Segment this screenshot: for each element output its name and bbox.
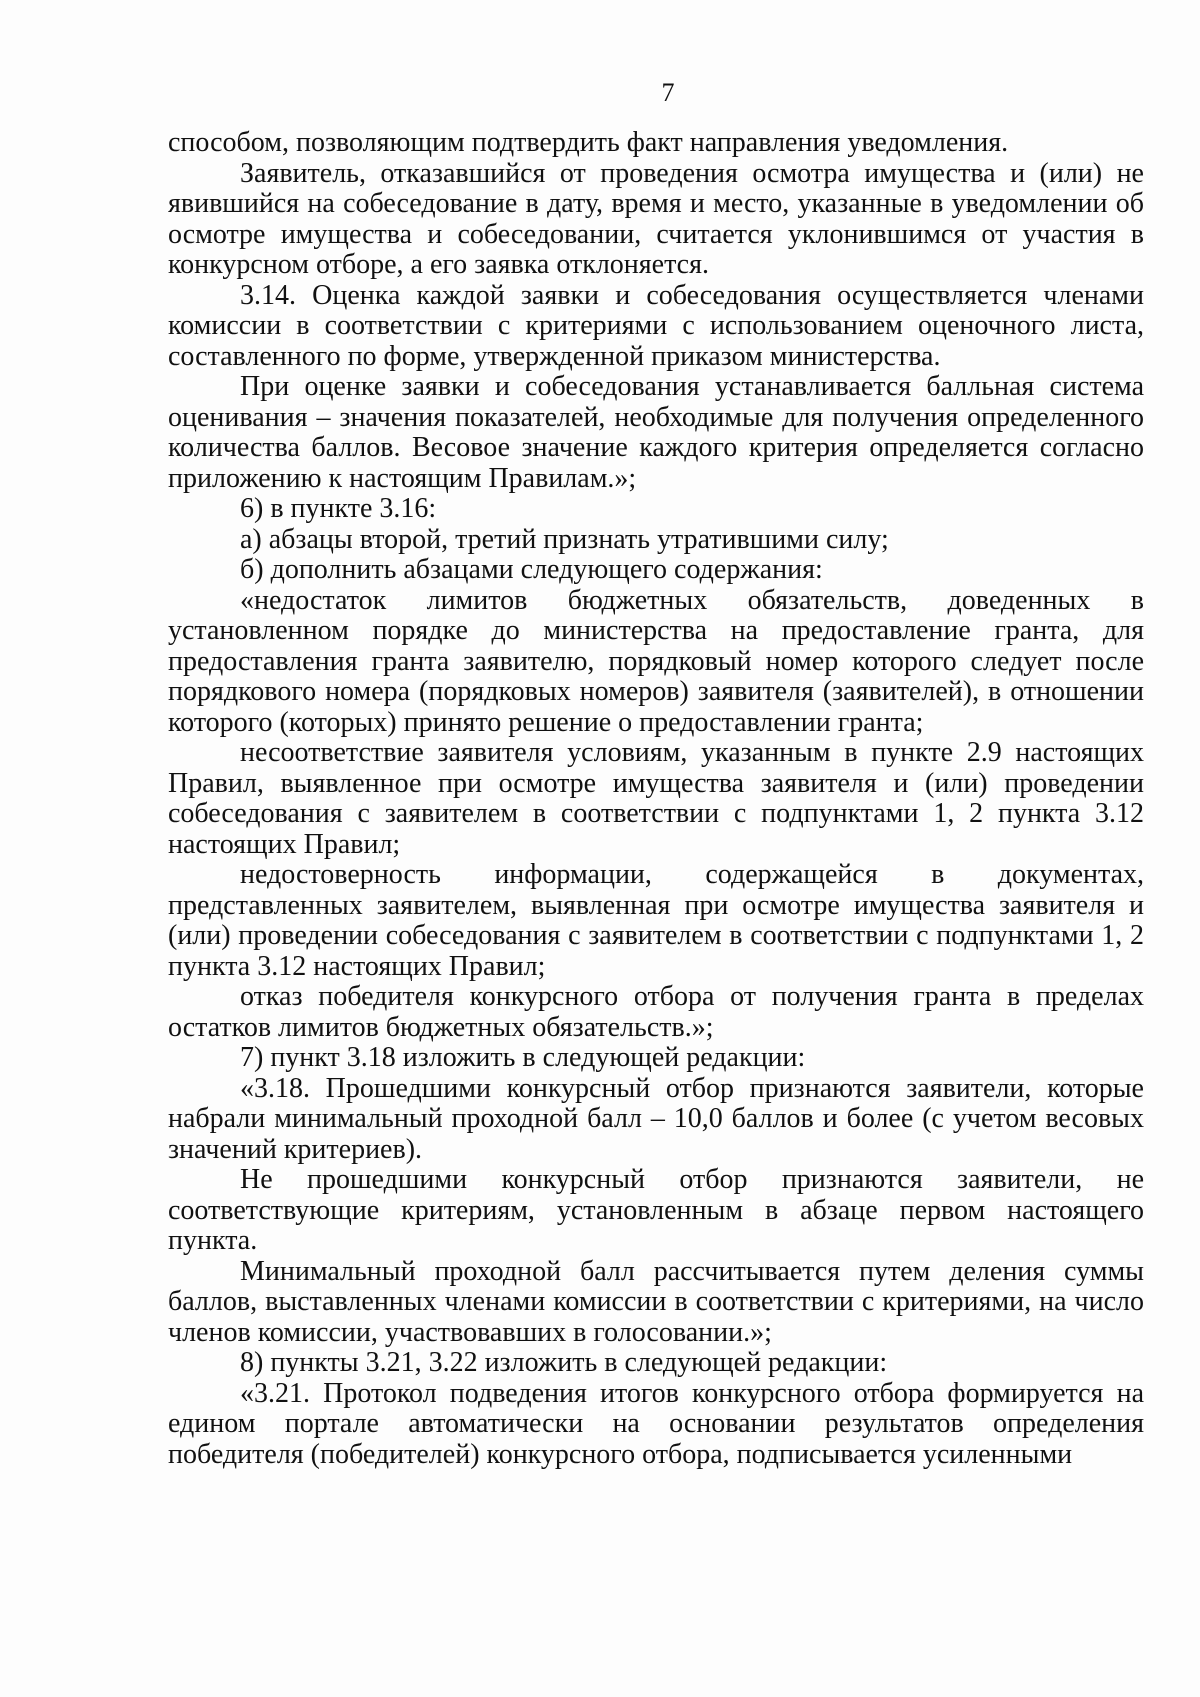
paragraph: 6) в пункте 3.16:	[240, 493, 437, 524]
document-body	[168, 128, 1144, 1470]
paragraph: Минимальный проходной балл рассчитывается путем деления суммы баллов, выставленных членами комиссии в соответствии с критериями, на число членов комиссии, участвовавших в голосовании.»;	[168, 1255, 1144, 1348]
paragraph: Не прошедшими конкурсный отбор признаются заявители, не соответствующие критериям, установленным в абзаце первом настоящего пункта.	[168, 1164, 1144, 1256]
paragraph: Заявитель, отказавшийся от проведения осмотра имущества и (или) не явившийся на собеседование в дату, время и место, указанные в уведомлении об осмотре имущества и собеседовании, считается уклонившимся от участия в конкурсном отборе, а его заявка отклоняется.	[168, 157, 1144, 280]
paragraph: 3.14. Оценка каждой заявки и собеседования осуществляется членами комиссии в соответствии с критериями с использованием оценочного листа, составленного по форме, утвержденной приказом министерства.	[168, 279, 1144, 372]
paragraph: способом, позволяющим подтвердить факт направления уведомления.	[168, 127, 1009, 158]
paragraph: б) дополнить абзацами следующего содержания:	[240, 554, 823, 585]
paragraph: недостоверность информации, содержащейся в документах, представленных заявителем, выявленная при осмотре имущества заявителя и (или) проведении собеседования с заявителем в соответствии с подпунктами 1, 2 пункта 3.12 настоящих Правил;	[168, 859, 1144, 982]
paragraph: несоответствие заявителя условиям, указанным в пункте 2.9 настоящих Правил, выявленное при осмотре имущества заявителя и (или) проведении собеседования с заявителем в соответствии с подпунктами 1, 2 пункта 3.12 настоящих Правил;	[168, 737, 1144, 860]
paragraph: «3.18. Прошедшими конкурсный отбор признаются заявители, которые набрали минимальный проходной балл – 10,0 баллов и более (с учетом весовых значений критериев).	[168, 1072, 1144, 1165]
paragraph: 7) пункт 3.18 изложить в следующей редакции:	[240, 1042, 806, 1073]
paragraph: 8) пункты 3.21, 3.22 изложить в следующей редакции:	[240, 1347, 888, 1378]
page-number: 7	[661, 78, 675, 107]
paragraph: При оценке заявки и собеседования устанавливается балльная система оценивания – значения показателей, необходимые для получения определенного количества баллов. Весовое значение каждого критерия определяется согласно приложению к настоящим Правилам.»;	[168, 371, 1144, 494]
paragraph: а) абзацы второй, третий признать утратившими силу;	[240, 523, 889, 555]
paragraph: отказ победителя конкурсного отбора от получения гранта в пределах остатков лимитов бюджетных обязательств.»;	[168, 981, 1144, 1043]
paragraph: «3.21. Протокол подведения итогов конкурсного отбора формируется на едином портале автоматически на основании результатов определения победителя (победителей) конкурсного отбора, подписывается усиленными	[168, 1377, 1144, 1470]
paragraph: «недостаток лимитов бюджетных обязательств, доведенных в установленном порядке до министерства на предоставление гранта, для предоставления гранта заявителю, порядковый номер которого следует после порядкового номера (порядковых номеров) заявителя (заявителей), в отношении которого (которых) принято решение о предоставлении гранта;	[168, 584, 1144, 738]
